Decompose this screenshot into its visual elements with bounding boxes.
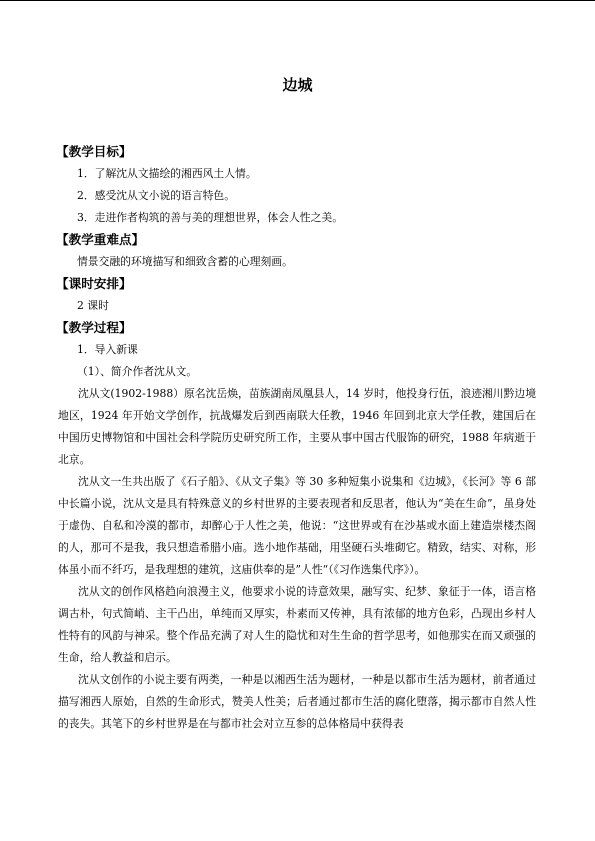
- section-heading-process: 【教学过程】: [56, 320, 132, 335]
- section-heading-schedule: 【课时安排】: [56, 276, 132, 291]
- goal-item: 1．了解沈从文描绘的湘西风土人情。: [77, 167, 257, 180]
- body-paragraph: 沈从文(1902-1988）原名沈岳焕，苗族湖南凤凰县人，14 岁时，他投身行伍，浪迹湘川黔边境地区，1924 年开始文学创作，抗战爆发后到西南联大任教，1946 年回到北京大学任教，建国后在中国历史博物馆和中国社会科学院历史研究所工作，主要从事中国古代服饰的研究，1988 年病逝于北京。: [58, 387, 536, 466]
- body-paragraph: 沈从文创作的小说主要有两类，一种是以湘西生活为题材，一种是以都市生活为题材，前者通过描写湘西人原始，自然的生命形式，赞美人性美；后者通过都市生活的腐化堕落，揭示都市自然人性的丧失。其笔下的乡村世界是在与都市社会对立互参的总体格局中获得表: [58, 673, 536, 730]
- goal-item: 2．感受沈从文小说的语言特色。: [77, 189, 236, 202]
- key-point-item: 情景交融的环境描写和细致含蓄的心理刻画。: [77, 255, 293, 268]
- goal-item: 3．走进作者构筑的善与美的理想世界，体会人性之美。: [77, 211, 343, 224]
- process-item: （1）、简介作者沈从文。: [77, 365, 198, 378]
- page-title: 边城: [282, 76, 313, 94]
- document-body: [58, 141, 536, 735]
- body-paragraph: 沈从文的创作风格趋向浪漫主义，他要求小说的诗意效果，融写实、纪梦、象征于一体，语言格调古朴，句式简峭、主干凸出，单纯而又厚实，朴素而又传神，具有浓郁的地方色彩，凸现出乡村人性特有的风韵与神采。整个作品充满了对人生的隐忧和对生生命的哲学思考，如他那实在而又顽强的生命，给人教益和启示。: [58, 585, 536, 664]
- section-heading-goals: 【教学目标】: [56, 144, 132, 159]
- schedule-item: 2 课时: [77, 299, 109, 312]
- section-heading-key-points: 【教学重难点】: [56, 232, 145, 247]
- body-paragraph: 沈从文一生共出版了《石子船》、《从文子集》等 30 多种短集小说集和《边城》，《长河》等 6 部中长篇小说，沈从文是具有特殊意义的乡村世界的主要表现者和反思者，他认为“美在生命”，虽身处于虚伪、自私和冷漠的都市，却醉心于人性之美，他说：“这世界或有在沙基或水面上建造崇楼杰阁的人，那可不是我，我只想造希腊小庙。选小地作基础，用坚硬石头堆砌它。精致，结实、对称，形体虽小而不纤巧，是我理想的建筑，这庙供奉的是”人性“（《习作选集代序》）。: [58, 475, 536, 576]
- page-top-rule: [0, 0, 595, 1]
- process-item: 1．导入新课: [77, 343, 138, 356]
